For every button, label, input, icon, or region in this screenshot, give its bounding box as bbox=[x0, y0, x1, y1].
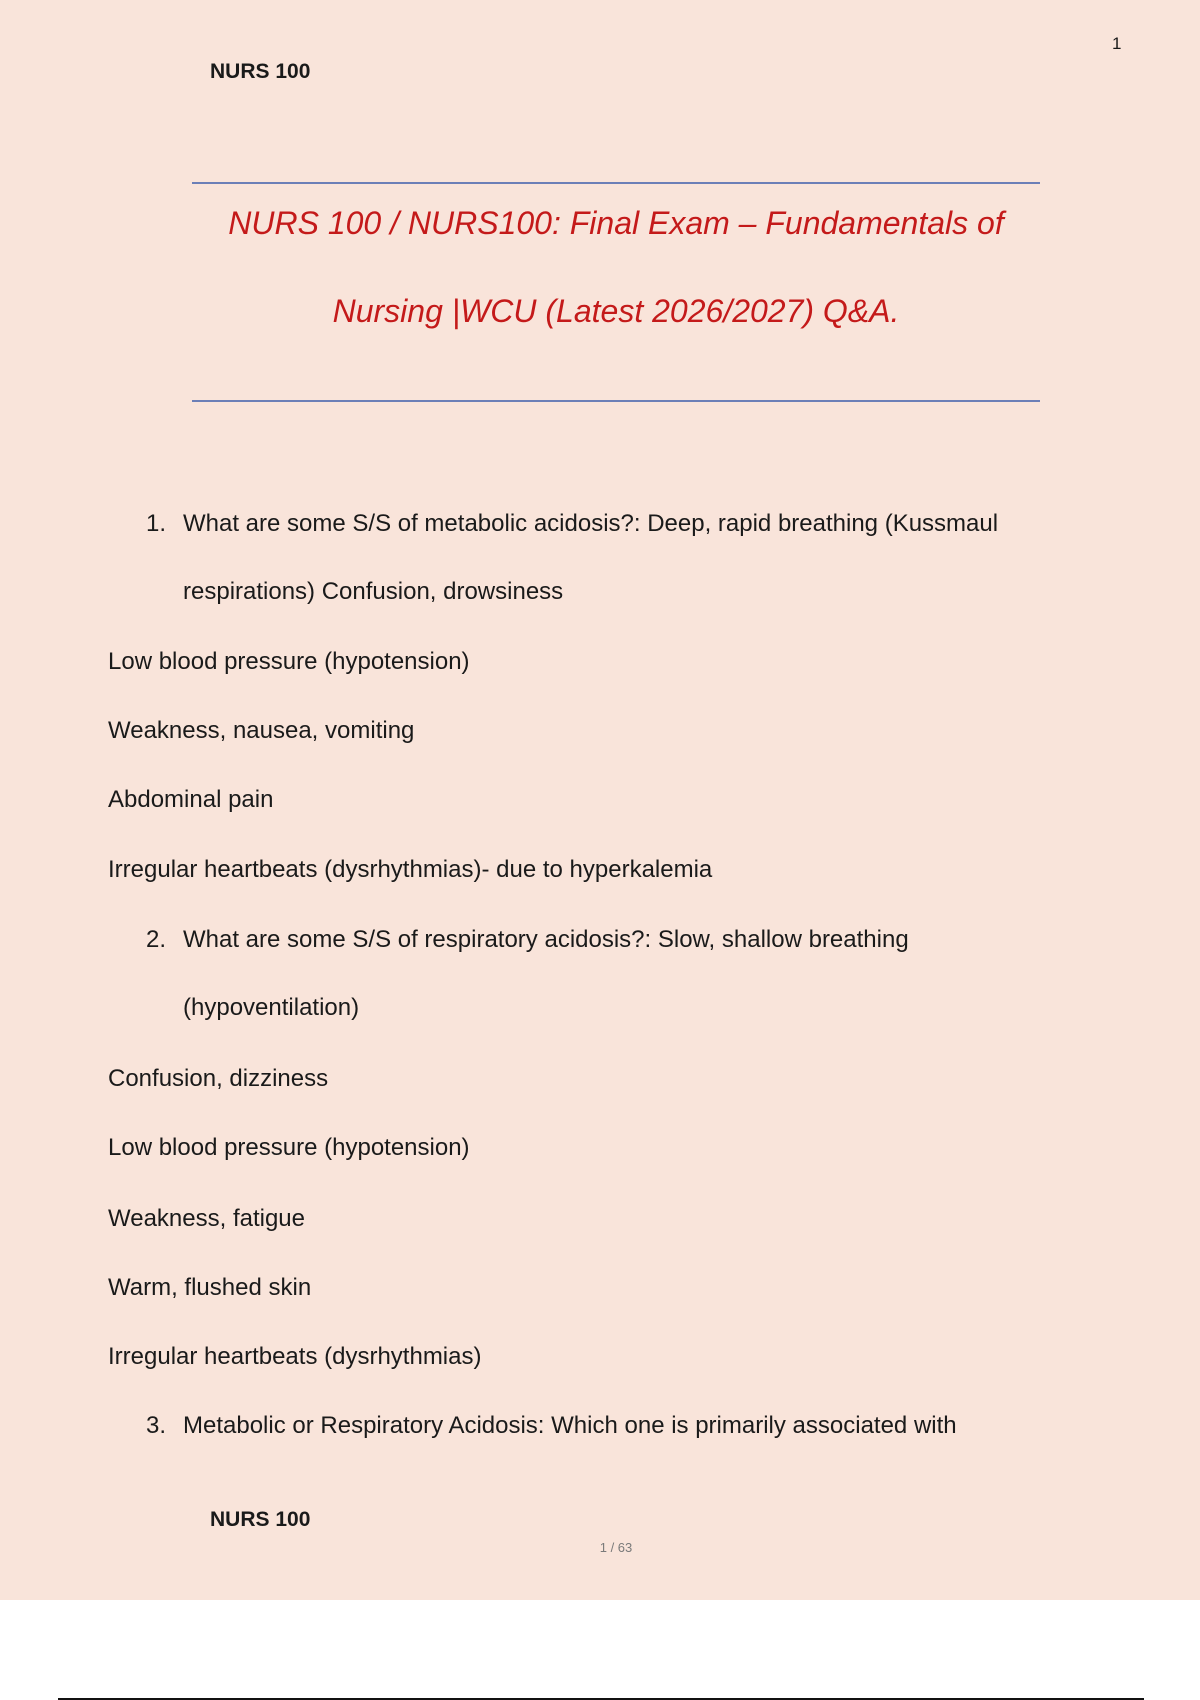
question-text-line: (hypoventilation) bbox=[183, 994, 360, 1021]
title-bottom-rule bbox=[192, 400, 1040, 402]
answer-line: Low blood pressure (hypotension) bbox=[108, 648, 470, 675]
question-text-line: What are some S/S of respiratory acidosis?: Slow, shallow breathing bbox=[183, 926, 909, 953]
page-number: 1 bbox=[1112, 34, 1122, 53]
answer-line: Low blood pressure (hypotension) bbox=[108, 1134, 470, 1161]
running-footer: NURS 100 bbox=[210, 1508, 311, 1531]
answer-line: Weakness, fatigue bbox=[108, 1205, 306, 1232]
running-header: NURS 100 bbox=[210, 60, 311, 83]
question-number: 3. bbox=[146, 1412, 167, 1439]
answer-line: Irregular heartbeats (dysrhythmias) bbox=[108, 1343, 482, 1370]
answer-line: Abdominal pain bbox=[108, 786, 274, 813]
title-top-rule bbox=[192, 182, 1040, 184]
document-title-line-1: NURS 100 / NURS100: Final Exam – Fundamentals of bbox=[228, 205, 1004, 241]
page-count: 1 / 63 bbox=[599, 1540, 633, 1555]
answer-line: Weakness, nausea, vomiting bbox=[108, 717, 415, 744]
question-number: 1. bbox=[146, 510, 167, 537]
question-number: 2. bbox=[146, 926, 167, 953]
question-text-line: respirations) Confusion, drowsiness bbox=[183, 578, 564, 605]
question-text-line: What are some S/S of metabolic acidosis?: Deep, rapid breathing (Kussmaul bbox=[183, 510, 999, 537]
answer-line: Warm, flushed skin bbox=[108, 1274, 312, 1301]
question-text-line: Metabolic or Respiratory Acidosis: Which one is primarily associated with bbox=[183, 1412, 957, 1439]
answer-line: Irregular heartbeats (dysrhythmias)- due to hyperkalemia bbox=[108, 856, 713, 883]
answer-line: Confusion, dizziness bbox=[108, 1065, 329, 1092]
document-title-line-2: Nursing |WCU (Latest 2026/2027) Q&A. bbox=[332, 293, 900, 329]
